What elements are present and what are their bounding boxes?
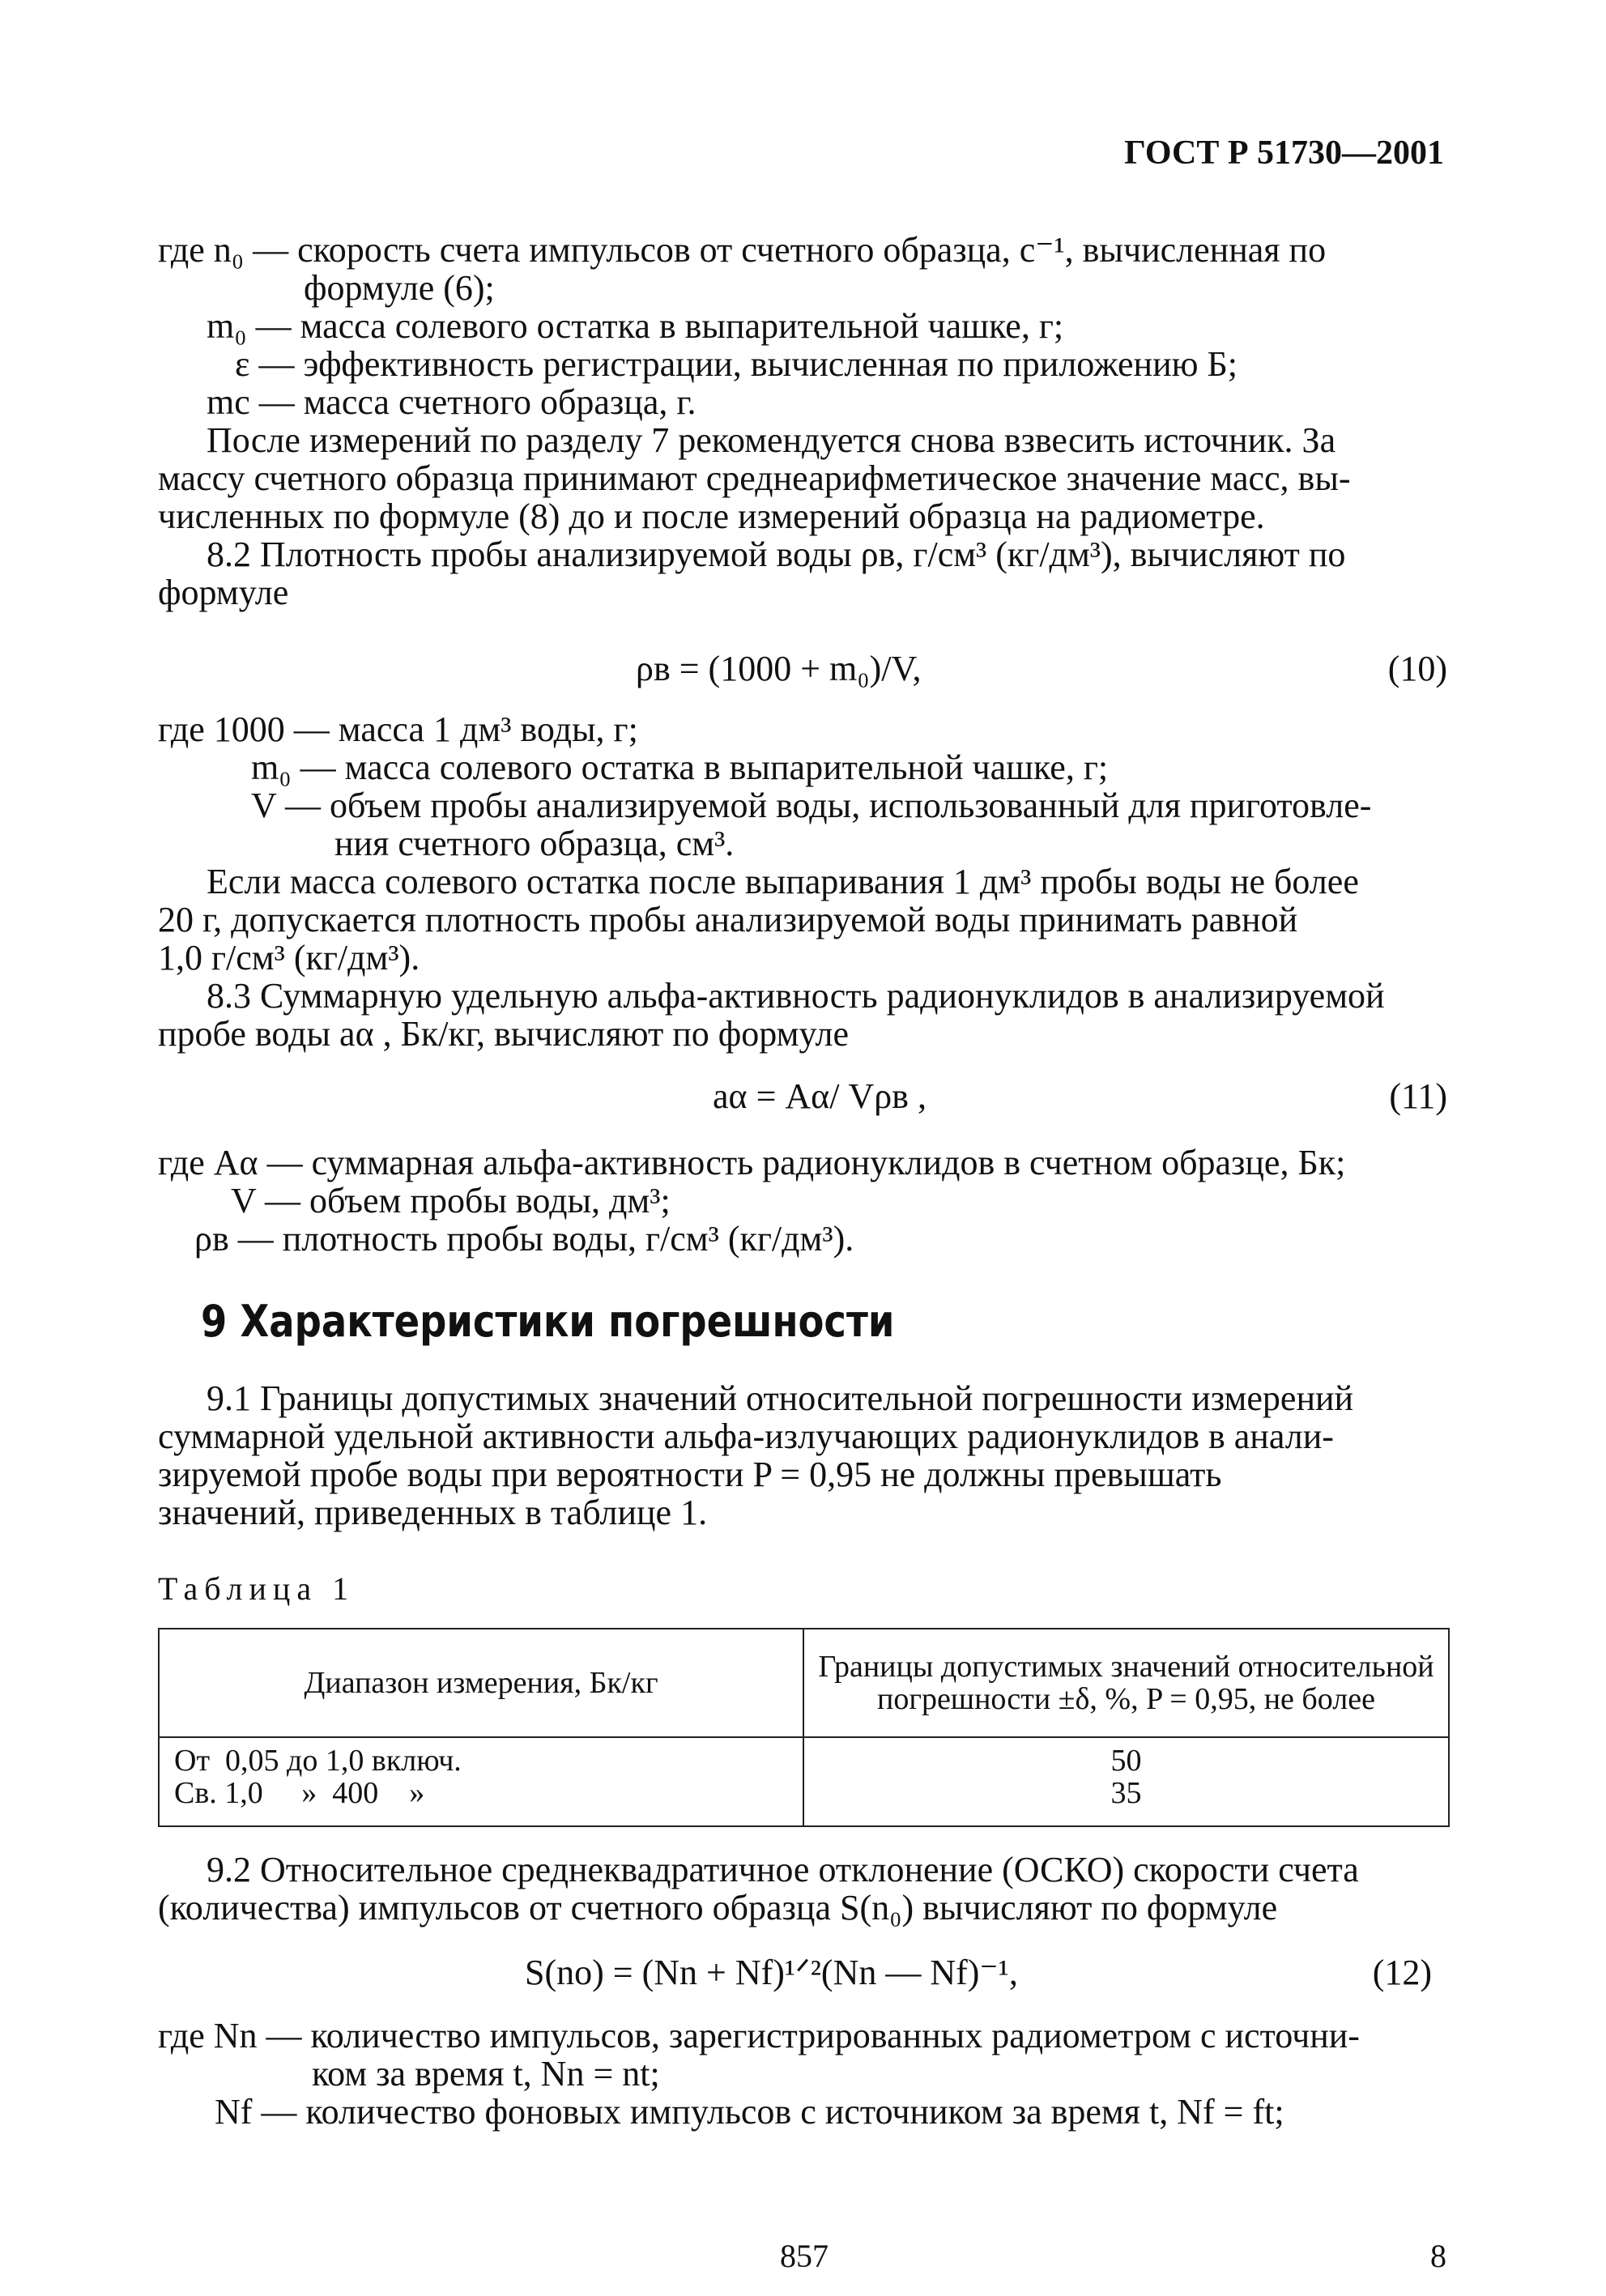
line: 8.3 Суммарную удельную альфа-активность радионуклидов в анализируемой xyxy=(207,976,1385,1016)
formula-11: aα = Aα/ Vρв , xyxy=(713,1076,927,1116)
line: суммарной удельной активности альфа-излучающих радионуклидов в анали- xyxy=(158,1416,1334,1456)
section-heading: 9 Характеристики погрешности xyxy=(201,1296,895,1347)
line: 9.2 Относительное среднеквадратичное отклонение (ОСКО) скорости счета xyxy=(207,1850,1359,1889)
table-caption: Таблица 1 xyxy=(158,1570,356,1607)
page-header: ГОСТ Р 51730—2001 xyxy=(1124,134,1444,172)
line: где Nn — количество импульсов, зарегистрированных радиометром с источни- xyxy=(158,2016,1360,2055)
line: 8.2 Плотность пробы анализируемой воды ρв, г/см³ (кг/дм³), вычисляют по xyxy=(207,535,1346,574)
definition-block-1 xyxy=(158,231,1450,611)
line: Nf — количество фоновых импульсов с источником за время t, Nf = ft; xyxy=(215,2092,1284,2132)
line: массу счетного образца принимают среднеарифметическое значение масс, вы- xyxy=(158,458,1351,498)
line: пробе воды aα , Бк/кг, вычисляют по формуле xyxy=(158,1014,849,1054)
limit-value: 50 xyxy=(1110,1744,1142,1778)
range-value: От 0,05 до 1,0 включ. xyxy=(174,1744,462,1778)
line: значений, приведенных в таблице 1. xyxy=(158,1493,708,1532)
line: где n₀ — скорость счета импульсов от счетного образца, c⁻¹, вычисленная по xyxy=(158,230,1327,270)
range-cell xyxy=(159,1737,803,1826)
table-1 xyxy=(158,1628,1450,1827)
definition-block-3 xyxy=(158,1144,1450,1258)
page-number-right: 8 xyxy=(1430,2238,1446,2274)
paragraph-9-2 xyxy=(158,1851,1450,1927)
paragraph-9-1 xyxy=(158,1379,1450,1531)
table-header-row xyxy=(159,1629,1449,1737)
column-header-limits-line-1: Границы допустимых значений относительной xyxy=(818,1650,1434,1684)
line: ния счетного образца, см³. xyxy=(334,824,735,863)
column-header-limits xyxy=(803,1629,1449,1737)
line: ком за время t, Nn = nt; xyxy=(312,2054,660,2094)
limit-cell xyxy=(803,1737,1449,1826)
table-row xyxy=(159,1737,1449,1826)
definition-block-4 xyxy=(158,2017,1450,2131)
range-value: Св. 1,0 » 400 » xyxy=(174,1776,425,1810)
formula-11-number: (11) xyxy=(1389,1076,1447,1116)
line: численных по формуле (8) до и после измерений образца на радиометре. xyxy=(158,496,1265,536)
formula-10-number: (10) xyxy=(1387,649,1447,688)
definition-block-2 xyxy=(158,710,1450,1053)
formula-10: ρв = (1000 + m₀)/V, xyxy=(636,649,922,688)
formula-12-number: (12) xyxy=(1372,1953,1432,1992)
line: ε — эффективность регистрации, вычисленная по приложению Б; xyxy=(235,344,1238,384)
line: m₀ — масса солевого остатка в выпарительной чашке, г; xyxy=(251,748,1109,787)
line: 1,0 г/см³ (кг/дм³). xyxy=(158,938,420,978)
line: Если масса солевого остатка после выпаривания 1 дм³ пробы воды не более xyxy=(207,862,1359,901)
line: После измерений по разделу 7 рекомендуется снова взвесить источник. За xyxy=(207,420,1336,460)
line: где 1000 — масса 1 дм³ воды, г; xyxy=(158,709,638,749)
column-header-limits-line-2: погрешности ±δ, %, P = 0,95, не более xyxy=(877,1682,1375,1716)
line: формуле xyxy=(158,573,289,612)
formula-12: S(nо) = (Nn + Nf)¹ᐟ²(Nn — Nf)⁻¹, xyxy=(525,1953,1018,1992)
line: где Aα — суммарная альфа-активность радионуклидов в счетном образце, Бк; xyxy=(158,1143,1346,1182)
line: ρв — плотность пробы воды, г/см³ (кг/дм³). xyxy=(194,1219,854,1259)
limit-value: 35 xyxy=(1110,1776,1142,1810)
line: m₀ — масса солевого остатка в выпарительной чашке, г; xyxy=(207,306,1064,346)
line: зируемой пробе воды при вероятности P = 0,95 не должны превышать xyxy=(158,1455,1222,1494)
line: (количества) импульсов от счетного образца S(n₀) вычисляют по формуле xyxy=(158,1888,1278,1928)
line: формуле (6); xyxy=(304,268,495,308)
line: 20 г, допускается плотность пробы анализируемой воды принимать равной xyxy=(158,900,1298,939)
line: V — объем пробы воды, дм³; xyxy=(231,1181,671,1220)
line: V — объем пробы анализируемой воды, использованный для приготовле- xyxy=(251,786,1372,825)
page-number-center: 857 xyxy=(780,2238,829,2274)
line: 9.1 Границы допустимых значений относительной погрешности измерений xyxy=(207,1378,1354,1418)
column-header-range: Диапазон измерения, Бк/кг xyxy=(159,1629,803,1737)
line: mс — масса счетного образца, г. xyxy=(207,382,697,422)
